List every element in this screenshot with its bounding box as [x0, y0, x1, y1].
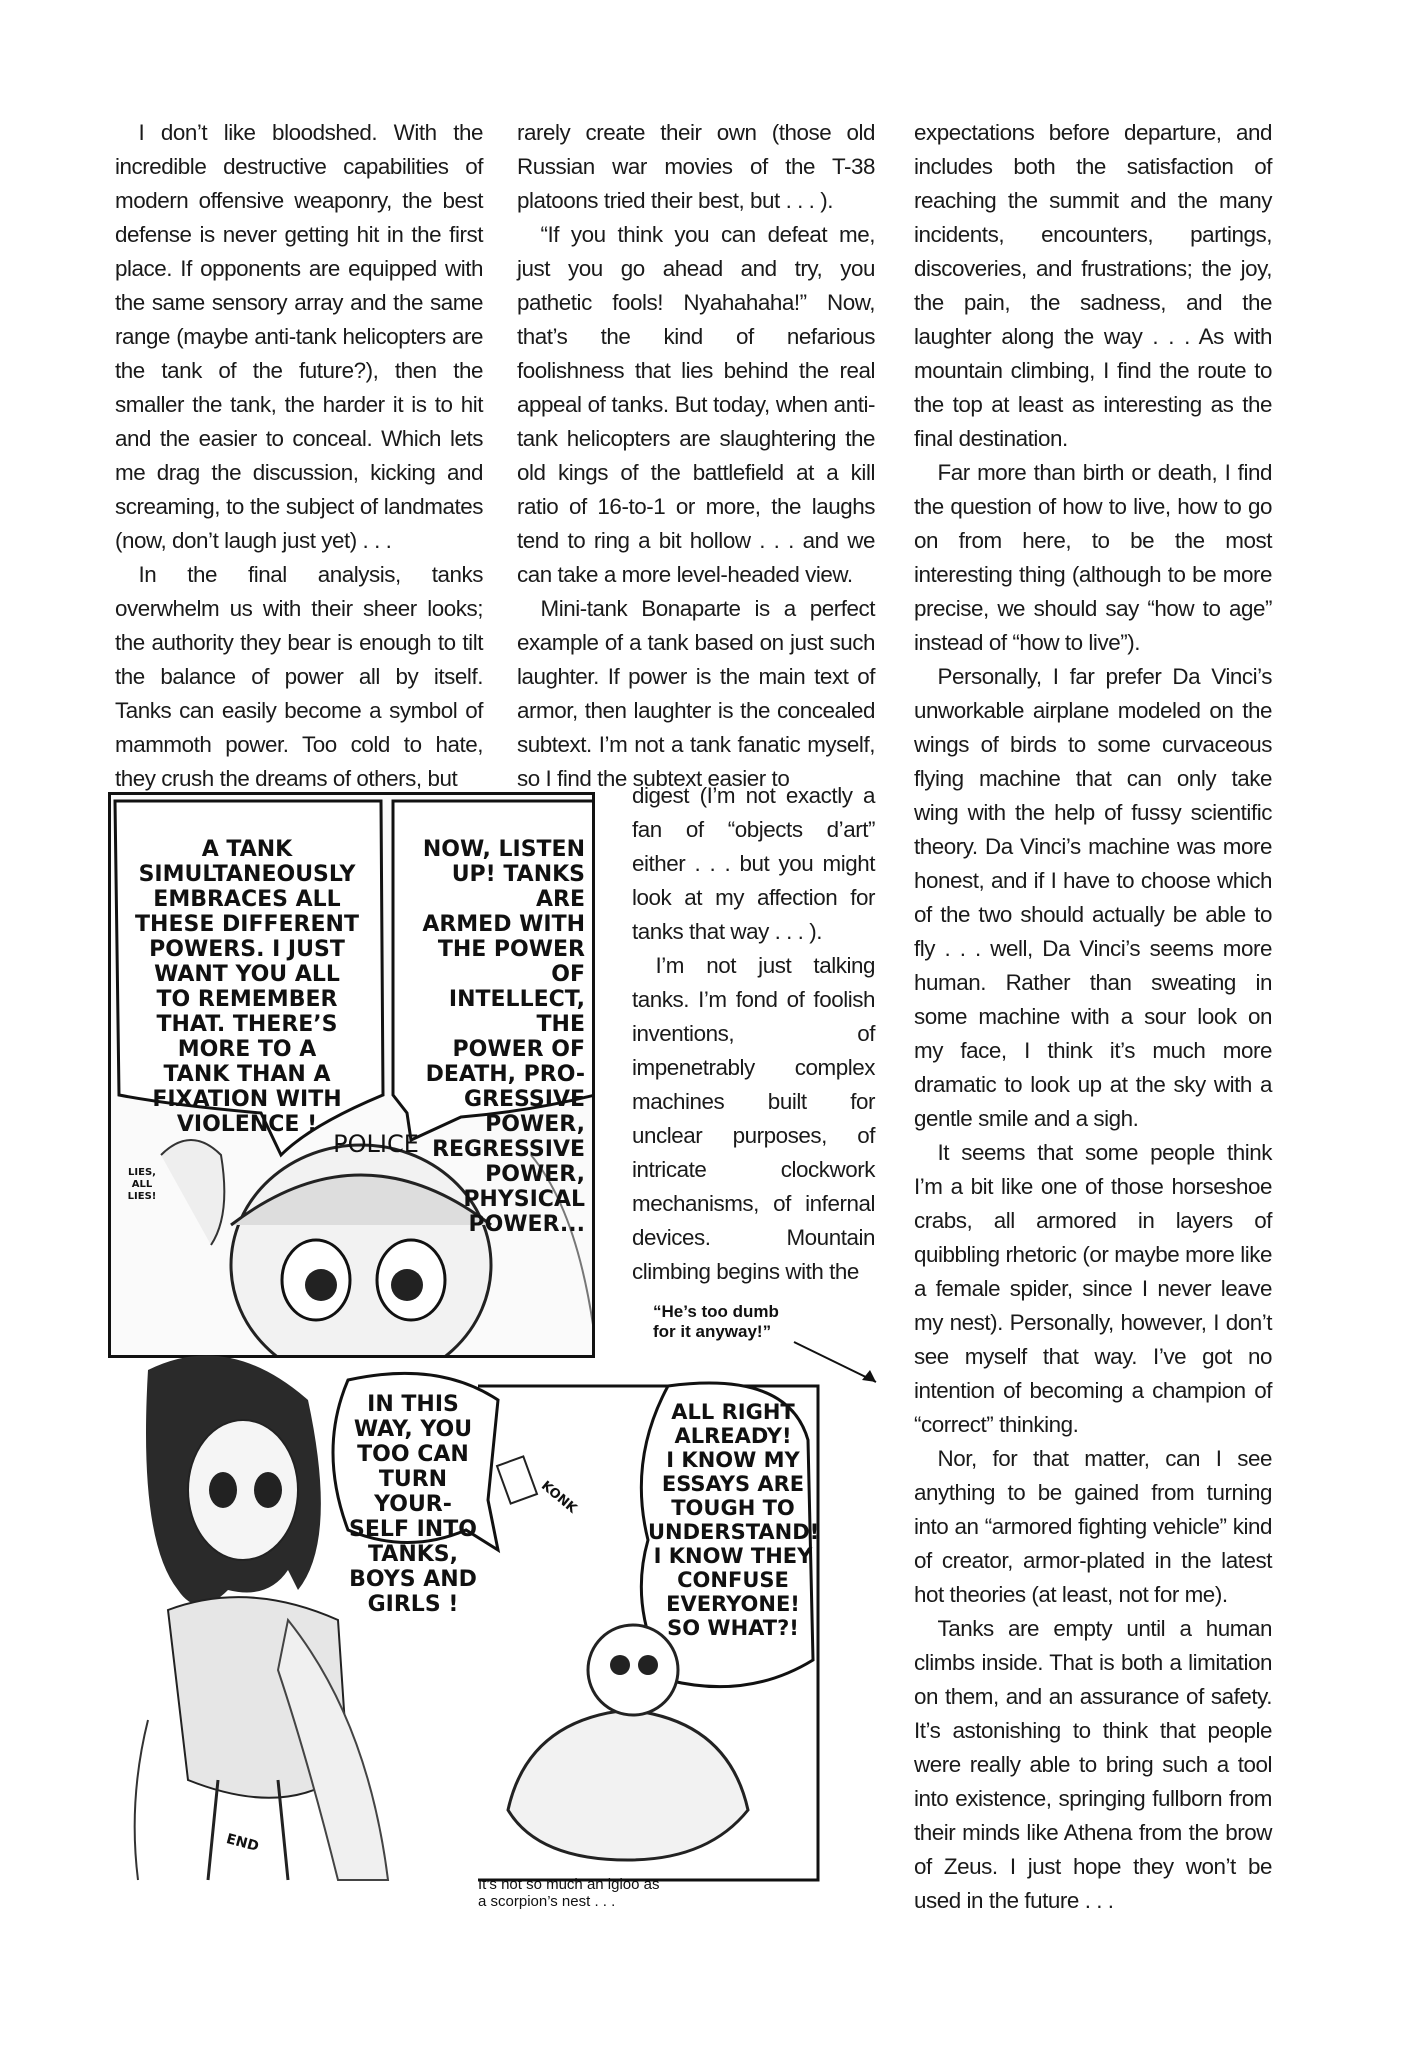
paragraph: expectations before departure, and includes both the satisfaction of reaching the summit and the many incidents, encounters, partings, discoveries, and frustrations; the joy, the pain, the sadness, and the laughter along the way . . . As with mountain climbing, I find the route to the top at least as interesting as the final destination.: [914, 120, 1272, 451]
text-column-2: [517, 116, 875, 796]
manga-panel-bottom: [108, 1340, 888, 1900]
paragraph: I’m not just talking tanks. I’m fond of foolish inventions, of impenetrably complex machines built for unclear purposes, of intricate clockwork mechanisms, of infernal devices. Mountain climbing begins with the: [632, 953, 875, 1284]
text-column-3: [914, 116, 1272, 1918]
speech-bubble-4: ALL RIGHT ALREADY! I KNOW MY ESSAYS ARE TOUGH TO UNDERSTAND! I KNOW THEY CONFUSE EVERYONE! SO WHAT?!: [648, 1400, 820, 1640]
end-label: END: [224, 1831, 261, 1855]
text-column-1: [115, 116, 483, 796]
caption-top: “He’s too dumb for it anyway!”: [653, 1302, 779, 1341]
paragraph: Tanks are empty until a human climbs inside. That is both a limitation on them, and an assurance of safety. It’s astonishing to think that people were really able to bring such a tool into existence, springing fullborn from their minds like Athena from the brow of Zeus. I just hope they won’t be used in the future . . .: [914, 1616, 1272, 1913]
paragraph: digest (I’m not exactly a fan of “objects d’art” either . . . but you might look at my affection for tanks that way . . . ).: [632, 783, 875, 944]
speech-bubble-2: NOW, LISTEN UP! TANKS ARE ARMED WITH THE POWER OF INTELLECT, THE POWER OF DEATH, PRO- GRESSIVE POWER, REGRESSIVE POWER, PHYSICAL POWER...: [422, 837, 585, 1237]
paragraph: rarely create their own (those old Russian war movies of the T-38 platoons tried their best, but . . . ).: [517, 120, 875, 213]
manga-panel-top: [108, 792, 595, 1358]
speech-bubble-3: IN THIS WAY, YOU TOO CAN TURN YOUR- SELF INTO TANKS, BOYS AND GIRLS !: [349, 1392, 477, 1617]
paragraph: Personally, I far prefer Da Vinci’s unworkable airplane modeled on the wings of birds to some curvaceous flying machine that can only take wing with the help of fussy scientific theory. Da Vinci’s machine was more honest, and if I have to choose which of the two should actually be able to fly . . . well, Da Vinci’s seems more human. Rather than sweating in some machine with a sour look on my face, I think it’s much more dramatic to look up at the sky with a gentle smile and a sigh.: [914, 664, 1272, 1131]
side-remark: LIES, ALL LIES!: [127, 1167, 157, 1202]
speech-bubble-1: A TANK SIMULTANEOUSLY EMBRACES ALL THESE DIFFERENT POWERS. I JUST WANT YOU ALL TO REMEMBER THAT. THERE’S MORE TO A TANK THAN A FIXATION WITH VIOLENCE !: [135, 837, 359, 1137]
sound-effect-konk: KONK: [538, 1478, 580, 1517]
paragraph: In the final analysis, tanks overwhelm us with their sheer looks; the authority they bear is enough to tilt the balance of power all by itself. Tanks can easily become a symbol of mammoth power. Too cold to hate, they crush the dreams of others, but: [115, 562, 483, 791]
paragraph: Nor, for that matter, can I see anything to be gained from turning into an “armored fighting vehicle” kind of creator, armor-plated in the latest hot theories (at least, not for me).: [914, 1446, 1272, 1607]
paragraph: “If you think you can defeat me, just you go ahead and try, you pathetic fools! Nyahahaha!” Now, that’s the kind of nefarious foolishness that lies behind the real appeal of tanks. But today, when anti-tank helicopters are slaughtering the old kings of the battlefield at a kill ratio of 16-to-1 or more, the laughs tend to ring a bit hollow . . . and we can take a more level-headed view.: [517, 222, 875, 587]
caption-bottom: It’s not so much an igloo as a scorpion’s nest . . .: [478, 1876, 660, 1910]
paragraph: I don’t like bloodshed. With the incredible destructive capabilities of modern offensive weaponry, the best defense is never getting hit in the first place. If opponents are equipped with the same sensory array and the same range (maybe anti-tank helicopters are the tank of the future?), then the smaller the tank, the harder it is to hit and the easier to conceal. Which lets me drag the discussion, kicking and screaming, to the subject of landmates (now, don’t laugh just yet) . . .: [115, 120, 483, 553]
paragraph: It seems that some people think I’m a bit like one of those horseshoe crabs, all armored in layers of quibbling rhetoric (or maybe more like a female spider, since I never leave my nest). Personally, however, I don’t see myself that way. I’ve got no intention of becoming a champion of “correct” thinking.: [914, 1140, 1272, 1437]
police-hat-label: POLICE: [333, 1130, 419, 1158]
text-column-2-continued: [632, 779, 875, 1289]
paragraph: Far more than birth or death, I find the question of how to live, how to go on from here, to be the most interesting thing (although to be more precise, we should say “how to age” instead of “how to live”).: [914, 460, 1272, 655]
paragraph: Mini-tank Bonaparte is a perfect example of a tank based on just such laughter. If power is the main text of armor, then laughter is the concealed subtext. I’m not a tank fanatic myself, so I find the subtext easier to: [517, 596, 875, 791]
